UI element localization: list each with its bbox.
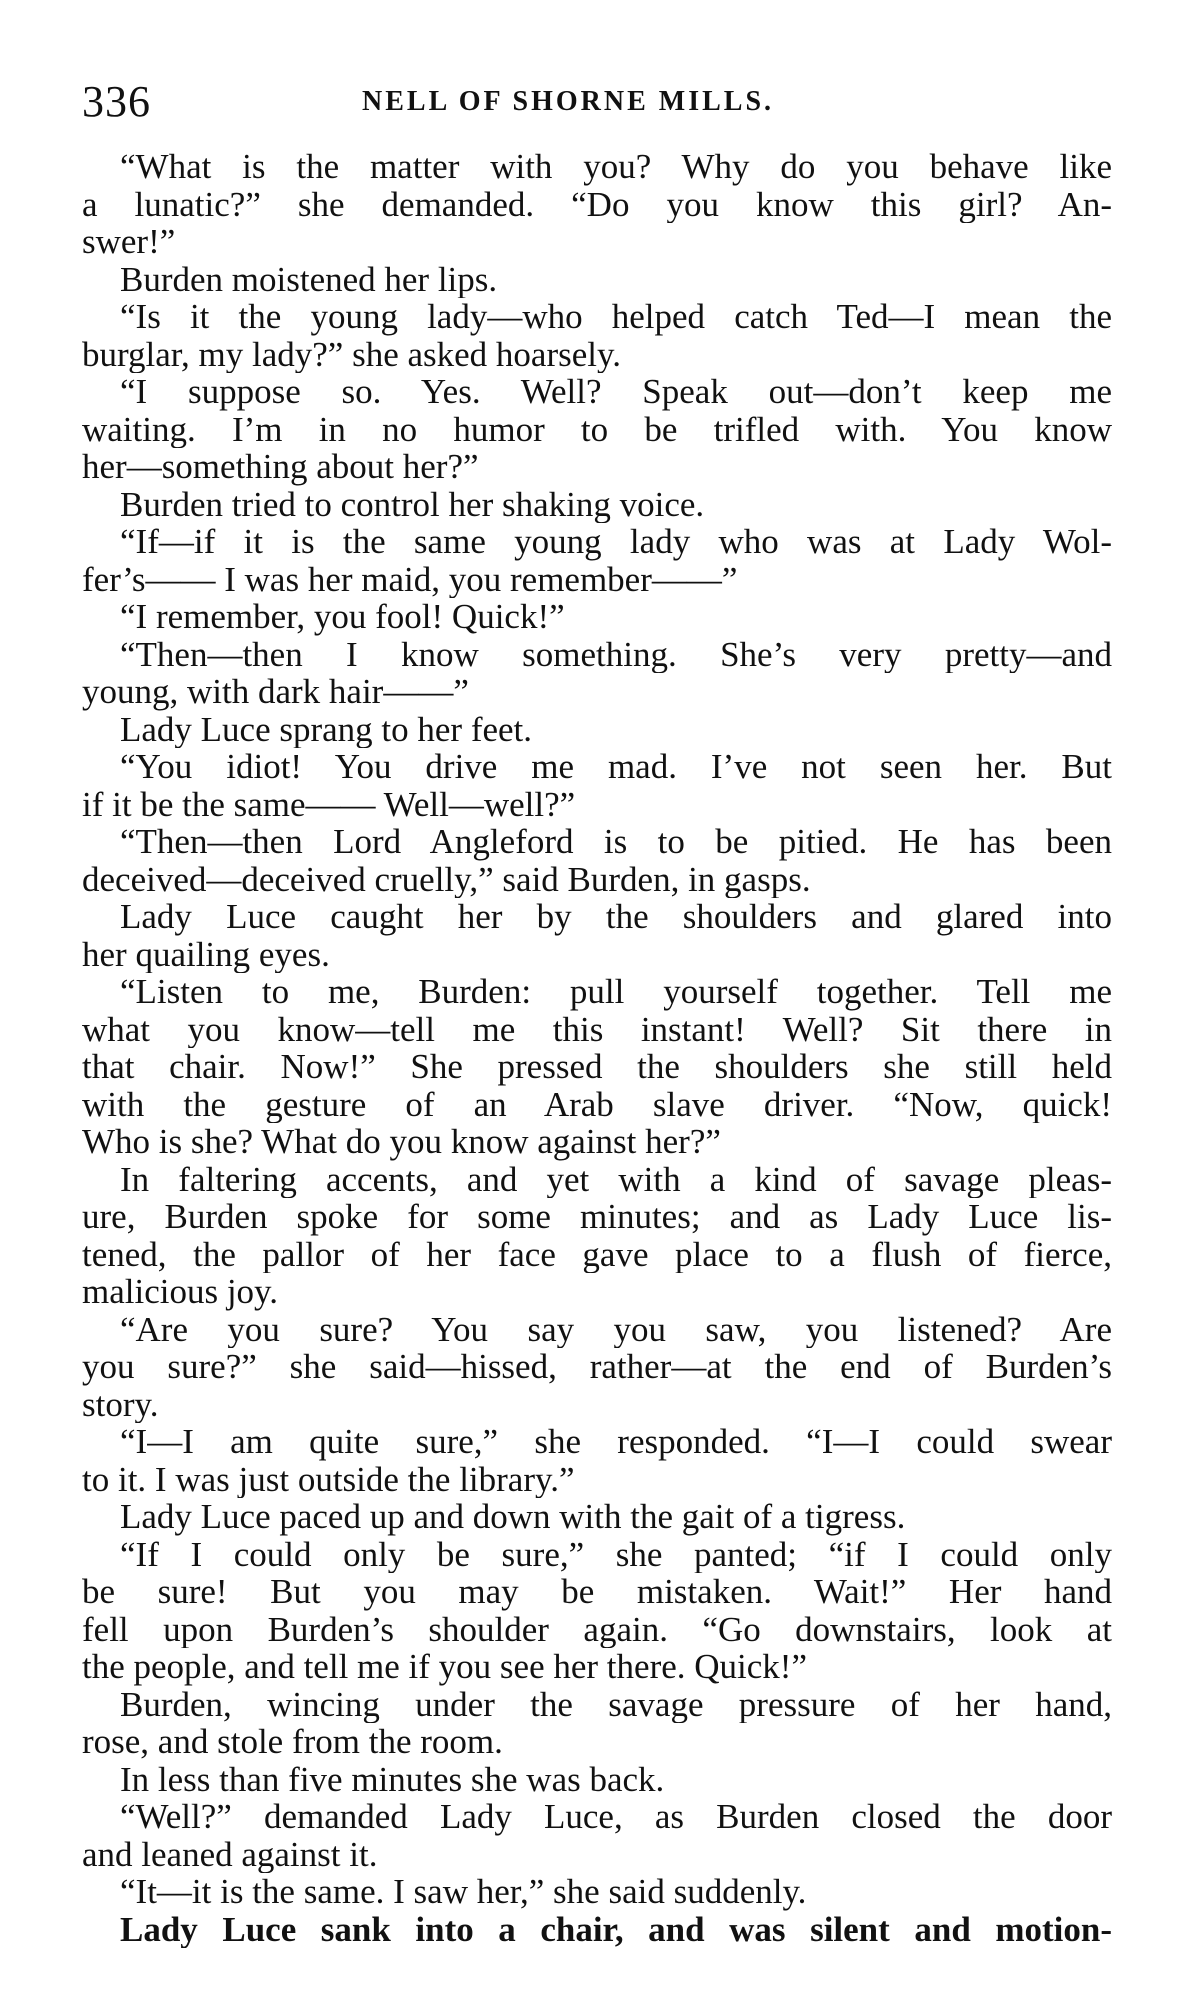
body-text: [82, 148, 1112, 1948]
text-line: what you know—tell me this instant! Well? Sit there in: [82, 1010, 1112, 1048]
text-line: Lady Luce caught her by the shoulders and glared into: [120, 898, 1112, 936]
page-header: [82, 72, 1112, 132]
text-line: ure, Burden spoke for some minutes; and as Lady Luce lis-: [82, 1198, 1112, 1236]
text-line: “What is the matter with you? Why do you behave like: [120, 148, 1112, 186]
text-line: you sure?” she said—hissed, rather—at the end of Burden’s: [82, 1348, 1112, 1386]
text-line: rose, and stole from the room.: [82, 1723, 503, 1761]
text-line: malicious joy.: [82, 1273, 279, 1311]
text-line: Lady Luce sank into a chair, and was silent and motion-: [120, 1910, 1112, 1948]
text-line: fell upon Burden’s shoulder again. “Go downstairs, look at: [82, 1610, 1112, 1648]
text-line: “Then—then I know something. She’s very pretty—and: [120, 635, 1112, 673]
text-line: story.: [82, 1385, 159, 1423]
text-line: “Is it the young lady—who helped catch Ted—I mean the: [120, 298, 1112, 336]
text-line: Burden moistened her lips.: [120, 260, 498, 298]
text-line: Who is she? What do you know against her?”: [82, 1123, 721, 1161]
text-line: In faltering accents, and yet with a kind of savage pleas-: [120, 1160, 1112, 1198]
text-line: Burden tried to control her shaking voice.: [120, 485, 705, 523]
text-line: “Listen to me, Burden: pull yourself together. Tell me: [120, 973, 1112, 1011]
text-line: “If—if it is the same young lady who was at Lady Wol-: [120, 523, 1112, 561]
text-line: In less than five minutes she was back.: [120, 1760, 665, 1798]
text-line: deceived—deceived cruelly,” said Burden, in gasps.: [82, 860, 811, 898]
text-line: her quailing eyes.: [82, 935, 330, 973]
text-line: a lunatic?” she demanded. “Do you know this girl? An-: [82, 185, 1112, 223]
text-line: tened, the pallor of her face gave place to a flush of fierce,: [82, 1235, 1112, 1273]
text-line: burglar, my lady?” she asked hoarsely.: [82, 335, 621, 373]
text-line: “Well?” demanded Lady Luce, as Burden closed the door: [120, 1798, 1112, 1836]
page-number: 336: [82, 77, 151, 126]
text-line: “You idiot! You drive me mad. I’ve not seen her. But: [120, 748, 1112, 786]
text-line: waiting. I’m in no humor to be trifled with. You know: [82, 410, 1112, 448]
text-line: Lady Luce sprang to her feet.: [120, 710, 533, 748]
text-line: “If I could only be sure,” she panted; “if I could only: [120, 1535, 1112, 1573]
text-line: Burden, wincing under the savage pressure of her hand,: [120, 1685, 1112, 1723]
text-line: with the gesture of an Arab slave driver. “Now, quick!: [82, 1085, 1112, 1123]
text-line: the people, and tell me if you see her there. Quick!”: [82, 1648, 807, 1686]
text-line: and leaned against it.: [82, 1835, 378, 1873]
text-line: swer!”: [82, 223, 176, 261]
text-line: young, with dark hair——”: [82, 673, 469, 711]
text-line: “Then—then Lord Angleford is to be pitied. He has been: [120, 823, 1112, 861]
running-title: NELL OF SHORNE MILLS.: [362, 86, 775, 117]
text-line: “It—it is the same. I saw her,” she said suddenly.: [120, 1873, 807, 1911]
text-line: be sure! But you may be mistaken. Wait!” Her hand: [82, 1573, 1112, 1611]
text-line: “Are you sure? You say you saw, you listened? Are: [120, 1310, 1112, 1348]
text-line: that chair. Now!” She pressed the shoulders she still held: [82, 1048, 1112, 1086]
text-line: her—something about her?”: [82, 448, 479, 486]
text-line: “I suppose so. Yes. Well? Speak out—don’t keep me: [120, 373, 1112, 411]
text-line: if it be the same—— Well—well?”: [82, 785, 576, 823]
text-line: “I—I am quite sure,” she responded. “I—I could swear: [120, 1423, 1112, 1461]
text-line: to it. I was just outside the library.”: [82, 1460, 575, 1498]
text-line: fer’s—— I was her maid, you remember——”: [82, 560, 738, 598]
text-line: “I remember, you fool! Quick!”: [120, 598, 565, 636]
text-line: Lady Luce paced up and down with the gait of a tigress.: [120, 1498, 906, 1536]
